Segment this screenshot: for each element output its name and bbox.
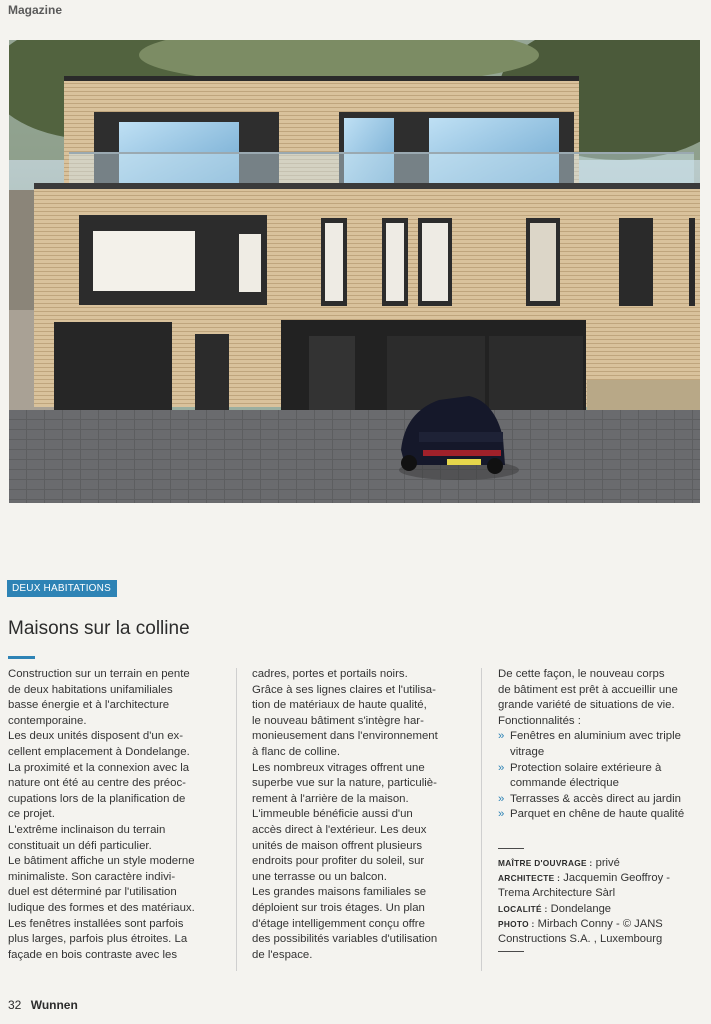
text-line: superbe vue sur la nature, particuliè- [252,777,437,790]
feature-item: » Protection solaire extérieure à [498,761,703,777]
feature-item: commande électrique [510,777,619,790]
text-line: tion de matériaux de haute qualité, [252,699,427,712]
article-column-1 [8,667,223,963]
bullet-icon: » [498,730,505,743]
bullet-icon: » [498,761,505,774]
text-line: contemporaine. [8,714,87,727]
text-line: de l'espace. [252,948,313,961]
text-line: basse énergie et à l'architecture [8,699,170,712]
text-line: Les nombreux vitrages offrent une [252,761,425,774]
text-line: L'immeuble bénéficie aussi d'un [252,808,413,821]
text-line: endroits pour profiter du soleil, sur [252,855,425,868]
text-line: ce projet. [8,808,55,821]
text-line: de deux habitations unifamiliales [8,683,173,696]
page-number: 32 [8,998,22,1012]
category-tag: DEUX HABITATIONS [7,580,117,597]
credits-block [498,856,703,947]
credit-architect: ARCHITECTE : Jacquemin Geoffroy - [498,872,670,885]
text-line: d'étage intelligemment conçu offre [252,917,425,930]
magazine-name: Wunnen [30,998,78,1012]
text-line: ludique des formes et des matériaux. [8,901,195,914]
credits-rule-top [498,848,524,849]
feature-item: » Parquet en chêne de haute qualité [498,807,703,823]
text-line: monieusement dans l'environnement [252,730,438,743]
text-line: Construction sur un terrain en pente [8,668,190,680]
text-line: accès direct à l'extérieur. Les deux [252,823,427,836]
text-line: Les deux unités disposent d'un ex- [8,730,184,743]
text-line: Les grandes maisons familiales se [252,886,427,899]
text-line: Grâce à ses lignes claires et l'utilisa- [252,683,436,696]
column-divider [481,668,482,971]
text-line: Le bâtiment affiche un style moderne [8,855,195,868]
section-label: Magazine [8,3,63,17]
credit-photo-company: Constructions S.A. , Luxembourg [498,933,663,946]
text-line: De cette façon, le nouveau corps [498,668,665,680]
text-line: plus larges, parfois plus étroites. La [8,933,188,946]
feature-item: » Terrasses & accès direct au jardin [498,792,703,808]
text-line: minimaliste. Son caractère indivi- [8,870,176,883]
house-photo [9,40,700,503]
text-line: déploient sur trois étages. Un plan [252,901,425,914]
text-line: constituait un défi particulier. [8,839,152,852]
text-line: de bâtiment est prêt à accueillir une [498,683,678,696]
text-line: façade en bois contraste avec les [8,948,178,961]
text-line: des possibilités variables d'utilisation [252,933,438,946]
text-line: à flanc de colline. [252,745,341,758]
text-line: cellent emplacement à Dondelange. [8,745,190,758]
bullet-icon: » [498,808,505,821]
text-line: grande variété de situations de vie. [498,699,675,712]
text-line: Les fenêtres installées sont parfois [8,917,184,930]
bullet-icon: » [498,792,505,805]
title-rule [8,656,35,659]
feature-item: » Fenêtres en aluminium avec triple [498,729,703,745]
text-line: La proximité et la connexion avec la [8,761,190,774]
credit-locality: LOCALITÉ : Dondelange [498,902,612,915]
text-line: rement à l'arrière de la maison. [252,792,409,805]
text-line: nature ont été au centre des préoc- [8,777,186,790]
credit-architect-firm: Trema Architecture Sàrl [498,887,616,900]
article-column-2 [252,667,467,963]
text-line: une terrasse ou un balcon. [252,870,387,883]
text-line: duel est déterminé par l'utilisation [8,886,177,899]
credit-owner: MAÎTRE D'OUVRAGE : privé [498,857,620,869]
text-line: le nouveau bâtiment s'intègre har- [252,714,424,727]
article-column-3 [498,667,703,823]
text-line: unités de maison offrent plusieurs [252,839,423,852]
credits-rule-bottom [498,951,524,952]
text-line: L'extrême inclinaison du terrain [8,823,166,836]
feature-list [498,729,703,823]
text-line: Fonctionnalités : [498,714,581,727]
article-title: Maisons sur la colline [8,618,190,639]
page-footer [8,998,78,1012]
text-line: cadres, portes et portails noirs. [252,668,408,680]
feature-item: vitrage [510,745,545,758]
credit-photo: PHOTO : Mirbach Conny - © JANS [498,917,663,930]
text-line: cupations lors de la planification de [8,792,186,805]
column-divider [236,668,237,971]
